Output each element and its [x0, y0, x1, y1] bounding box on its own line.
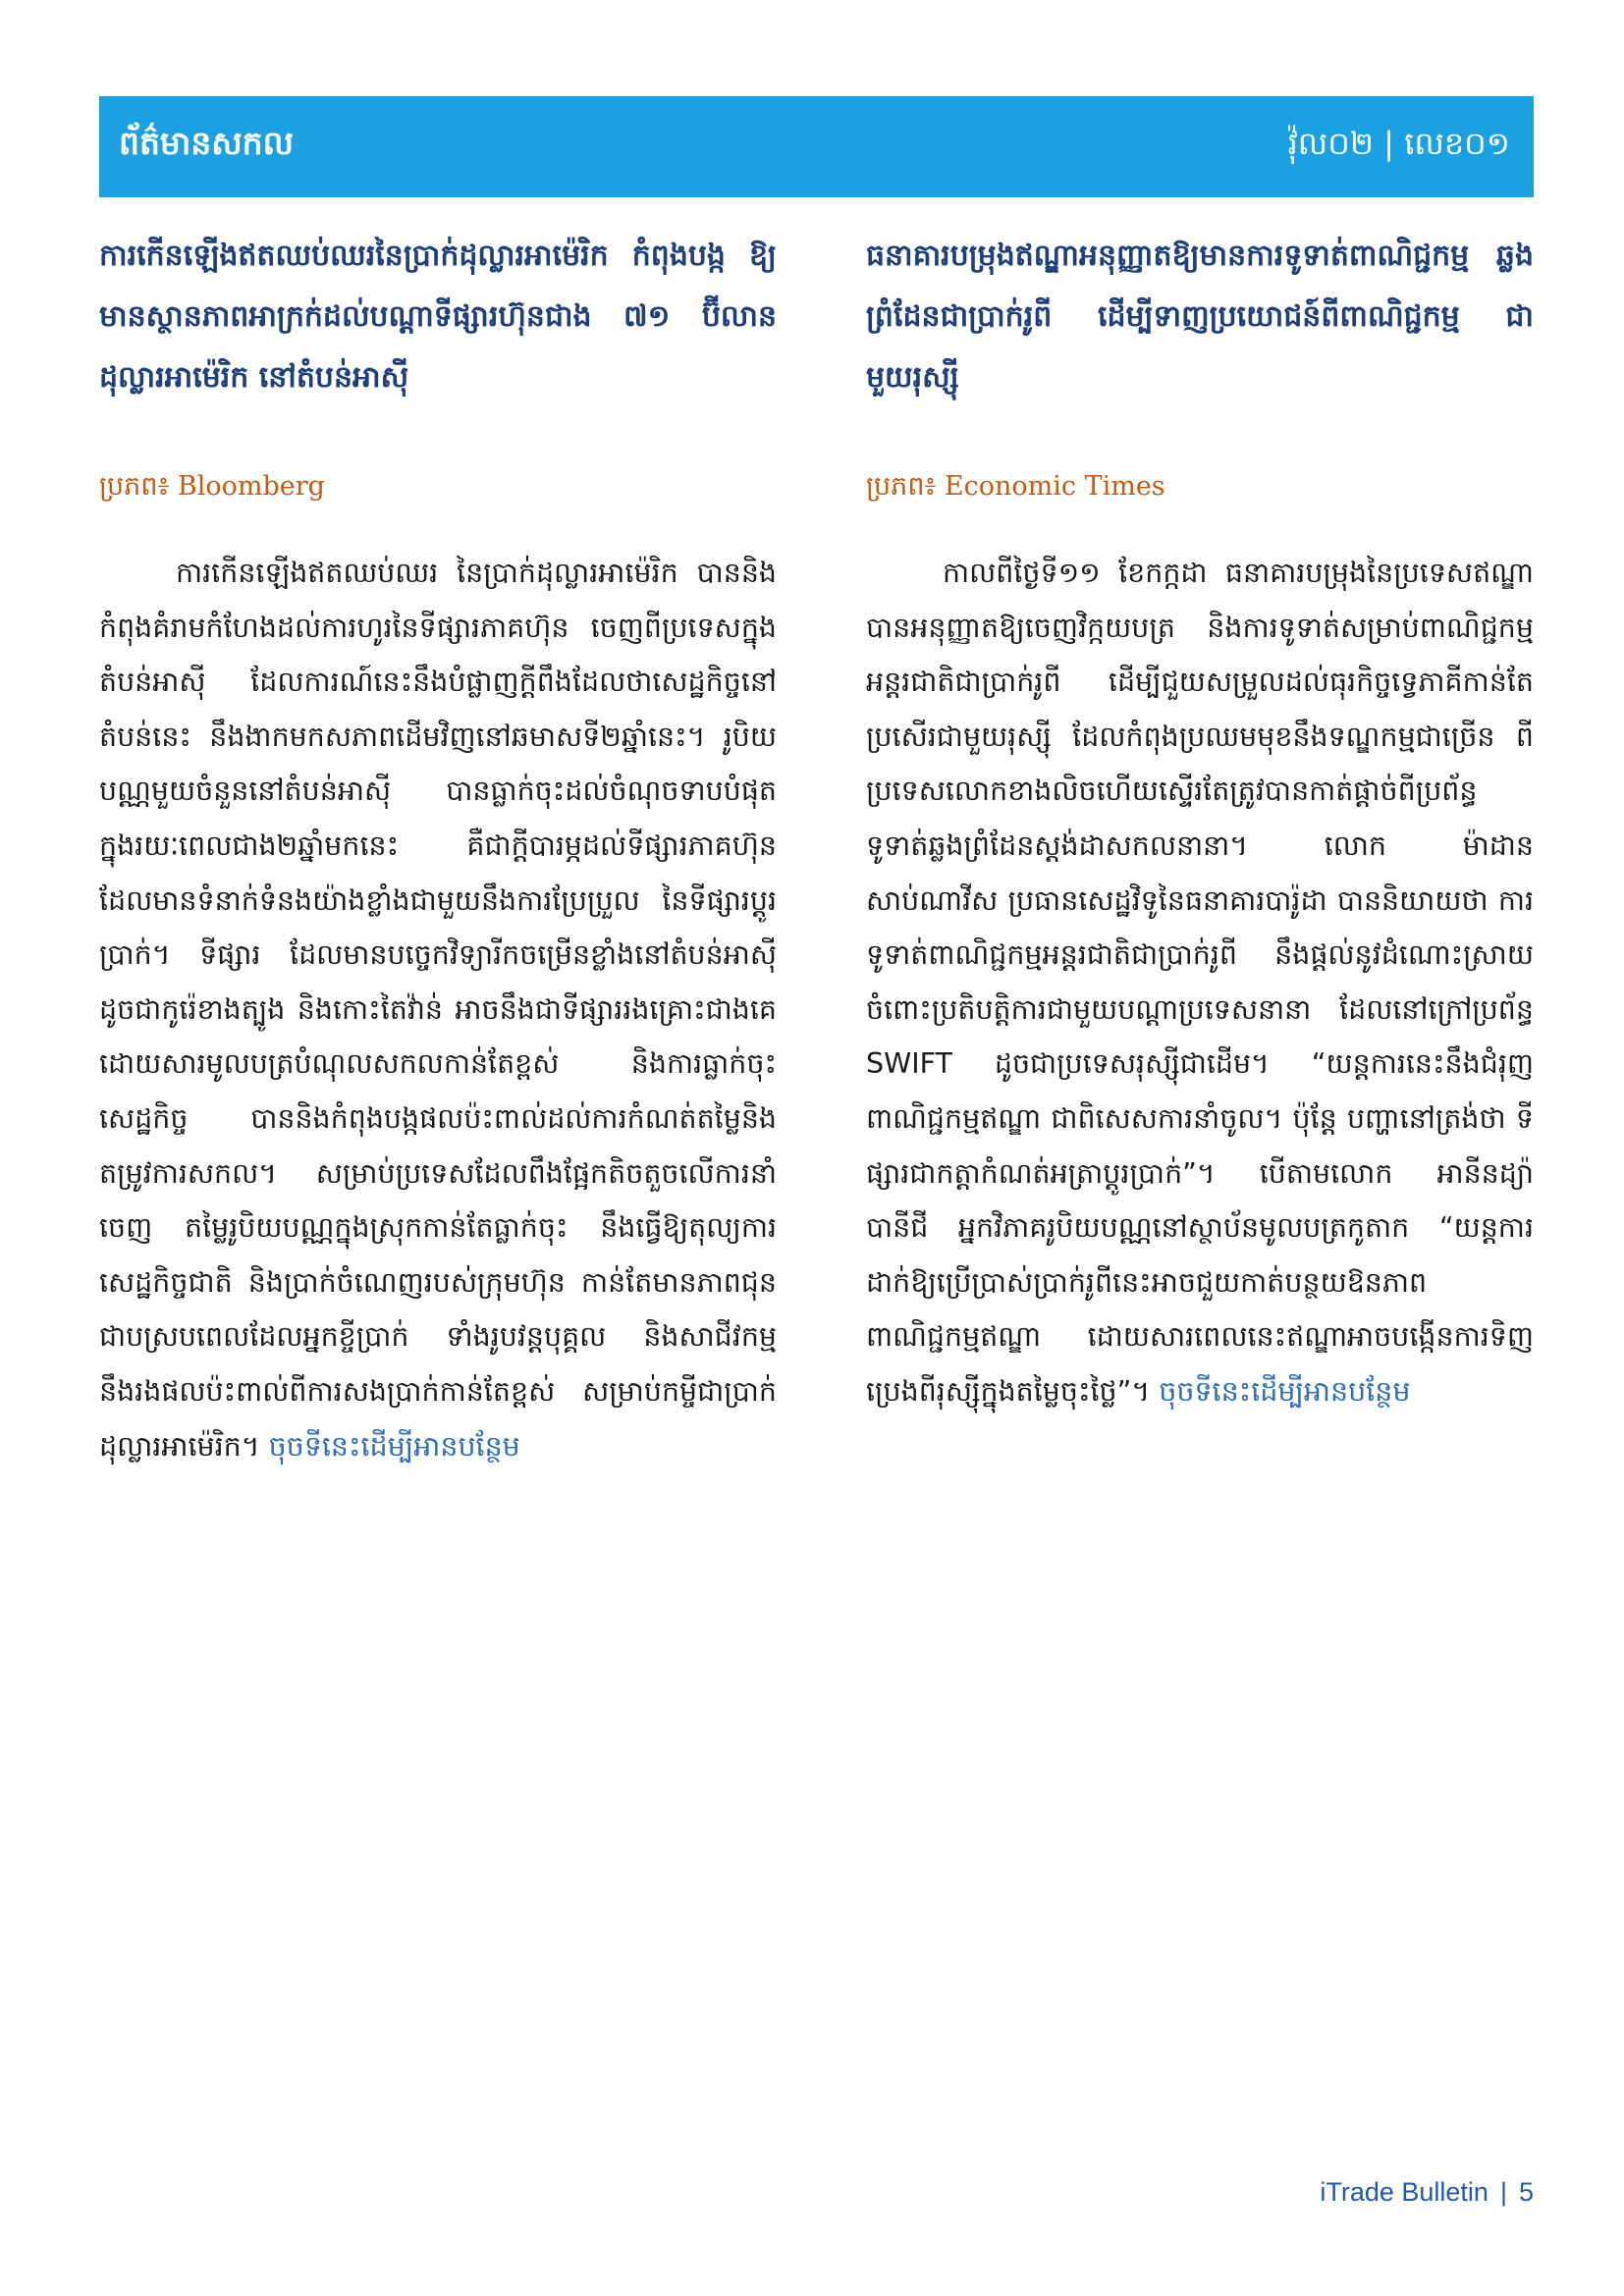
article-headline: ការកើនឡើងឥតឈប់ឈរនៃប្រាក់ដុល្លារអាម៉េរិក កំពុងបង្ក ឱ្យមានស្ថានភាពអាក្រក់ដល់បណ្តាទីផ្សារហ៊ុនជាង ៧១ ប៊ីលាន ដុល្លារអាម៉េរិក នៅតំបន់អាស៊ី — [99, 239, 777, 395]
article-body — [99, 546, 777, 1473]
section-header-bar — [99, 96, 1534, 197]
section-title: ព័ត៌មានសកល — [119, 123, 295, 162]
article-source: ប្រភព៖ Bloomberg — [99, 471, 325, 502]
article-body-text: កាលពីថ្ងៃទី១១ ខែកក្កដា ធនាគារបម្រុងនៃប្រទេសឥណ្ឌា បានអនុញ្ញាតឱ្យចេញវិក្កយបត្រ និងការទូទាត់សម្រាប់ពាណិជ្ជកម្មអន្តរជាតិជាប្រាក់រូពី ដើម្បីជួយសម្រួលដល់ធុរកិច្ចទ្វេភាគីកាន់តែប្រសើរជាមួយរុស្ស៊ី ដែលកំពុងប្រឈមមុខនឹងទណ្ឌកម្មជាច្រើន ពីប្រទេសលោកខាងលិចហើយស្ទើរតែត្រូវបានកាត់ផ្តាច់ពីប្រព័ន្ធទូទាត់ឆ្លងព្រំដែនស្តង់ដាសកលនានា។ លោក ម៉ាដាន សាប់ណាវីស ប្រធានសេដ្ឋវិទូនៃធនាគារបារ៉ូដា បាននិយាយថា ការទូទាត់ពាណិជ្ជកម្មអន្តរជាតិជាប្រាក់រូពី នឹងផ្តល់នូវដំណោះស្រាយចំពោះប្រតិបត្តិការជាមួយបណ្តាប្រទេសនានា ដែលនៅក្រៅប្រព័ន្ធ SWIFT ដូចជាប្រទេសរុស្ស៊ីជាដើម។ “យន្តការនេះនឹងជំរុញពាណិជ្ជកម្មឥណ្ឌា ជាពិសេសការនាំចូល។ ប៉ុន្តែ បញ្ហានៅត្រង់ថា ទីផ្សារជាកត្តាកំណត់អត្រាប្តូរប្រាក់”។ បើតាមលោក អានីនដ្យ៉ា បានីជី អ្នកវិភាគរូបិយបណ្ណនៅស្ថាប័នមូលបត្រកូតាក “យន្តការដាក់ឱ្យប្រើប្រាស់ប្រាក់រូពីនេះអាចជួយកាត់បន្ថយឱនភាពពាណិជ្ជកម្មឥណ្ឌា ដោយសារពេលនេះឥណ្ឌាអាចបង្កើនការទិញប្រេងពីរុស្ស៊ីក្នុងតម្លៃចុះថ្លៃ”។ — [866, 557, 1534, 1408]
article-left — [99, 226, 777, 1473]
issue-label: វ៉ុល០២ | លេខ០១ — [1287, 125, 1510, 162]
article-body-text: ការកើនឡើងឥតឈប់ឈរ នៃប្រាក់ដុល្លារអាម៉េរិក បាននិងកំពុងគំរាមកំហែងដល់ការហូរនៃទីផ្សារភាគហ៊ុន ចេញពីប្រទេសក្នុងតំបន់អាស៊ី ដែលការណ៍នេះនឹងបំផ្លាញក្តីពឹងដែលថាសេដ្ឋកិច្ចនៅតំបន់នេះ នឹងងាកមកសភាពដើមវិញនៅឆមាសទី២ឆ្នាំនេះ។ រូបិយបណ្ណមួយចំនួននៅតំបន់អាស៊ី បានធ្លាក់ចុះដល់ចំណុចទាបបំផុត ក្នុងរយៈពេលជាង២ឆ្នាំមកនេះ គឺជាក្តីបារម្ភដល់ទីផ្សារភាគហ៊ុន ដែលមានទំនាក់ទំនងយ៉ាងខ្លាំងជាមួយនឹងការប្រែប្រួល នៃទីផ្សារប្តូរប្រាក់។ ទីផ្សារ ដែលមានបច្ចេកវិទ្យារីកចម្រើនខ្លាំងនៅតំបន់អាស៊ី ដូចជាកូរ៉េខាងត្បូង និងកោះតៃវ៉ាន់ អាចនឹងជាទីផ្សាររងគ្រោះជាងគេ ដោយសារមូលបត្របំណុលសកលកាន់តែខ្ពស់ និងការធ្លាក់ចុះសេដ្ឋកិច្ច បាននិងកំពុងបង្កផលប៉ះពាល់ដល់ការកំណត់តម្លៃនិងតម្រូវការសកល។ សម្រាប់ប្រទេសដែលពឹងផ្អែកតិចតួចលើការនាំចេញ តម្លៃរូបិយបណ្ណក្នុងស្រុកកាន់តែធ្លាក់ចុះ នឹងធ្វើឱ្យតុល្យការសេដ្ឋកិច្ចជាតិ និងប្រាក់ចំណេញរបស់ក្រុមហ៊ុន កាន់តែមានភាពជុនជាបស្របពេលដែលអ្នកខ្ចីប្រាក់ ទាំងរូបវន្តបុគ្គល និងសាជីវកម្ម នឹងរងផលប៉ះពាល់ពីការសងប្រាក់កាន់តែខ្ពស់ សម្រាប់កម្ចីជាប្រាក់ដុល្លារអាម៉េរិក។ — [99, 557, 777, 1463]
page-number: 5 — [1518, 2177, 1534, 2207]
publication-name: iTrade Bulletin — [1320, 2177, 1489, 2207]
article-source: ប្រភព៖ Economic Times — [866, 471, 1165, 502]
read-more-link[interactable]: ចុចទីនេះដើម្បីអានបន្ថែម — [1159, 1374, 1411, 1408]
read-more-link[interactable]: ចុចទីនេះដើម្បីអានបន្ថែម — [268, 1429, 520, 1463]
footer-separator: | — [1499, 2177, 1507, 2207]
article-right — [866, 226, 1534, 1419]
page-footer — [1320, 2177, 1534, 2208]
article-body — [866, 546, 1534, 1419]
article-headline: ធនាគារបម្រុងឥណ្ឌាអនុញ្ញាតឱ្យមានការទូទាត់ពាណិជ្ជកម្ម ឆ្លងព្រំដែនជាប្រាក់រូពី ដើម្បីទាញប្រយោជន៍ពីពាណិជ្ជកម្ម ជាមួយរុស្ស៊ី — [866, 239, 1534, 395]
